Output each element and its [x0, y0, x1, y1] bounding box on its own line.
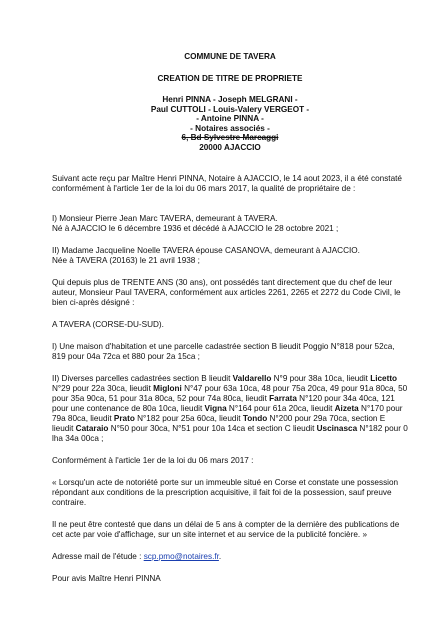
possession-paragraph: Qui depuis plus de TRENTE ANS (30 ans), ont possédés tant directement que du chef de leur auteur, Monsieur Paul TAVERA, conformément aux articles 2261, 2265 et 2272 du Code Civil, le bien ci-après désigné :	[52, 278, 401, 307]
notary-block	[52, 95, 408, 152]
lot-2-paragraph: II) Diverses parcelles cadastrées section B lieudit Valdarello N°9 pour 38a 10ca, lieudit Licetto N°29 pour 22a 30ca, lieudit Migloni N°47 pour 63a 10ca, 48 pour 75a 20ca, 49 pour 91a 80ca, 50 pour 35a 90ca, 51 pour 31a 80ca, 52 pour 74a 80ca, lieudit Farrata N°120 pour 34a 40ca, 121 pour une contenance de 80a 10ca, lieudit Vigna N°164 pour 61a 20ca, lieudit Aizeta N°170 pour 79a 80ca, lieudit Prato N°182 pour 25a 60ca, lieudit Tondo N°200 pour 29a 70ca, section E lieudit Cataraio N°50 pour 30ca, N°51 pour 10a 14ca et section C lieudit Uscinasca N°182 pour 0 lha 34a 00ca ;	[52, 374, 408, 443]
intro-paragraph: Suivant acte reçu par Maître Henri PINNA, Notaire à AJACCIO, le 14 aout 2023, il a été constaté conformément à l'article 1er de la loi du 06 mars 2017, la qualité de propriétaire de :	[52, 174, 402, 193]
law-quote: « Lorsqu'un acte de notoriété porte sur un immeuble situé en Corse et constate une possession répondant aux conditions de la prescription acquisitive, il fait foi de la possession, sauf preuve contraire.	[52, 478, 399, 507]
commune-title: COMMUNE DE TAVERA	[184, 52, 276, 61]
place-name: Prato	[113, 414, 135, 423]
place-name: Migloni	[153, 384, 182, 393]
notary-line: Henri PINNA - Joseph MELGRANI -	[162, 95, 298, 104]
place-name: Cataraio	[75, 424, 109, 433]
contest-paragraph: Il ne peut être contesté que dans un délai de 5 ans à compter de la dernière des publications de cet acte par voie d'affichage, sur un site internet et au service de la publicité foncière. »	[52, 520, 400, 539]
document-title: CREATION DE TITRE DE PROPRIETE	[157, 73, 303, 83]
location-line: A TAVERA (CORSE-DU-SUD).	[52, 320, 164, 329]
conformity-line: Conformément à l'article 1er de la loi du 06 mars 2017 :	[52, 456, 254, 465]
owner-2-birth: Née à TAVERA (20163) le 21 avril 1938 ;	[52, 256, 200, 265]
mail-line: Adresse mail de l'étude : scp.pmo@notaires.fr.	[52, 552, 222, 561]
notary-line: Paul CUTTOLI - Louis-Valery VERGEOT -	[150, 104, 310, 114]
lot-1-paragraph: I) Une maison d'habitation et une parcelle cadastrée section B lieudit Poggio N°818 pour 52ca, 819 pour 04a 72ca et 880 pour 2a 15ca ;	[52, 342, 395, 361]
place-name: Vigna	[204, 404, 227, 413]
notary-line: 20000 AJACCIO	[199, 142, 261, 152]
place-name: Uscinasca	[316, 424, 358, 433]
notary-line: - Notaires associés -	[190, 123, 270, 133]
owner-1-name: I) Monsieur Pierre Jean Marc TAVERA, demeurant à TAVERA.	[52, 214, 278, 223]
place-name: Tondo	[242, 414, 268, 423]
email-link[interactable]: scp.pmo@notaires.fr	[143, 552, 219, 561]
place-name: Farrata	[269, 394, 297, 403]
notary-line: 6, Bd Sylvestre Marcaggi	[181, 133, 279, 142]
place-name: Valdarello	[232, 374, 272, 383]
owner-2-name: II) Madame Jacqueline Noelle TAVERA épouse CASANOVA, demeurant à AJACCIO.	[52, 246, 360, 255]
signature-line: Pour avis Maître Henri PINNA	[52, 574, 161, 583]
notary-line: - Antoine PINNA -	[196, 114, 264, 123]
owner-1-birth: Né à AJACCIO le 6 décembre 1936 et décédé à AJACCIO le 28 octobre 2021 ;	[52, 224, 339, 233]
place-name: Aizeta	[334, 404, 359, 413]
place-name: Licetto	[370, 374, 398, 383]
